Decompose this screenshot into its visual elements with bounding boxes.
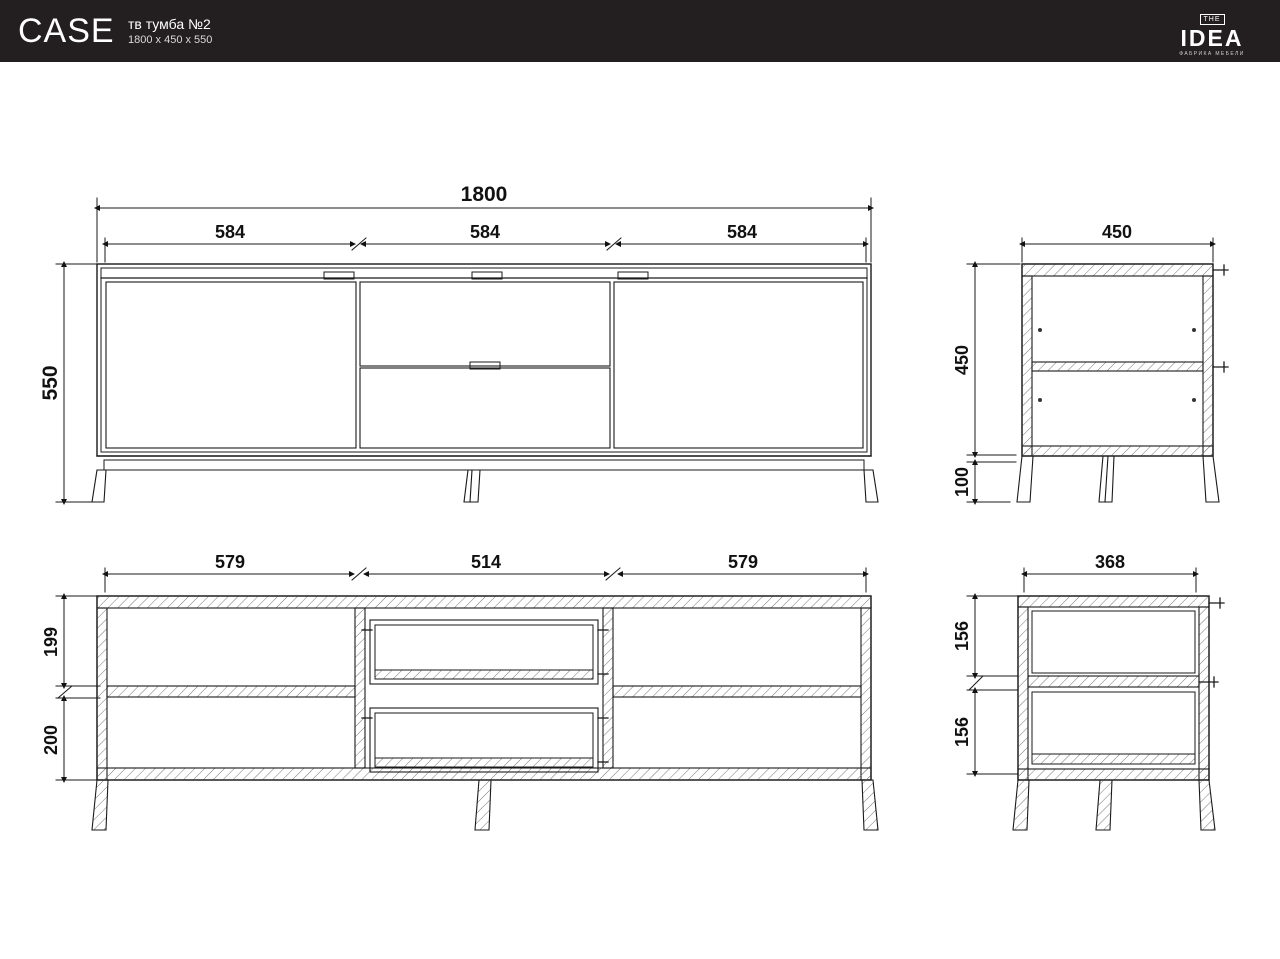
dim-label-450-height: 450 <box>952 344 972 376</box>
front-section-legs <box>92 780 878 830</box>
side-section-legs <box>1013 780 1215 830</box>
brand-logo <box>1166 8 1258 57</box>
dim-side-compartments <box>967 596 1018 774</box>
dim-label-200: 200 <box>41 724 61 756</box>
dim-label-156-lower: 156 <box>952 716 972 748</box>
side-view-body <box>1022 264 1228 456</box>
dim-label-514: 514 <box>470 552 502 572</box>
dim-label-550: 550 <box>39 365 62 401</box>
dim-label-100: 100 <box>952 466 972 498</box>
side-section-body <box>1018 596 1224 780</box>
header-bar <box>0 0 1280 62</box>
dim-label-450-depth: 450 <box>1101 222 1133 242</box>
dim-label-156-upper: 156 <box>952 620 972 652</box>
front-view-body <box>97 264 871 470</box>
page-title: CASE <box>18 12 115 50</box>
dim-leg-height-100 <box>967 462 1016 502</box>
dim-label-579-left: 579 <box>214 552 246 572</box>
dim-compartment-heights <box>56 596 100 780</box>
dim-label-584-left: 584 <box>214 222 246 242</box>
logo-idea-text: IDEA <box>1180 25 1244 51</box>
dim-label-584-right: 584 <box>726 222 758 242</box>
dim-overall-height-550 <box>56 264 100 502</box>
logo-tagline: ФАБРИКА МЕБЕЛИ <box>1179 51 1245 57</box>
technical-drawing-canvas <box>0 62 1280 959</box>
product-dimensions: 1800 x 450 x 550 <box>128 34 213 46</box>
logo-the-text: THE <box>1200 14 1225 25</box>
dim-label-368: 368 <box>1094 552 1126 572</box>
dim-label-1800: 1800 <box>460 183 508 206</box>
dim-label-584-center: 584 <box>469 222 501 242</box>
dim-label-579-right: 579 <box>727 552 759 572</box>
side-view-legs <box>1017 456 1219 502</box>
front-view-legs <box>92 470 878 502</box>
dim-label-199: 199 <box>41 626 61 658</box>
front-section-body <box>97 596 871 780</box>
dim-body-height-450 <box>967 264 1020 455</box>
product-name: тв тумба №2 <box>128 16 211 32</box>
